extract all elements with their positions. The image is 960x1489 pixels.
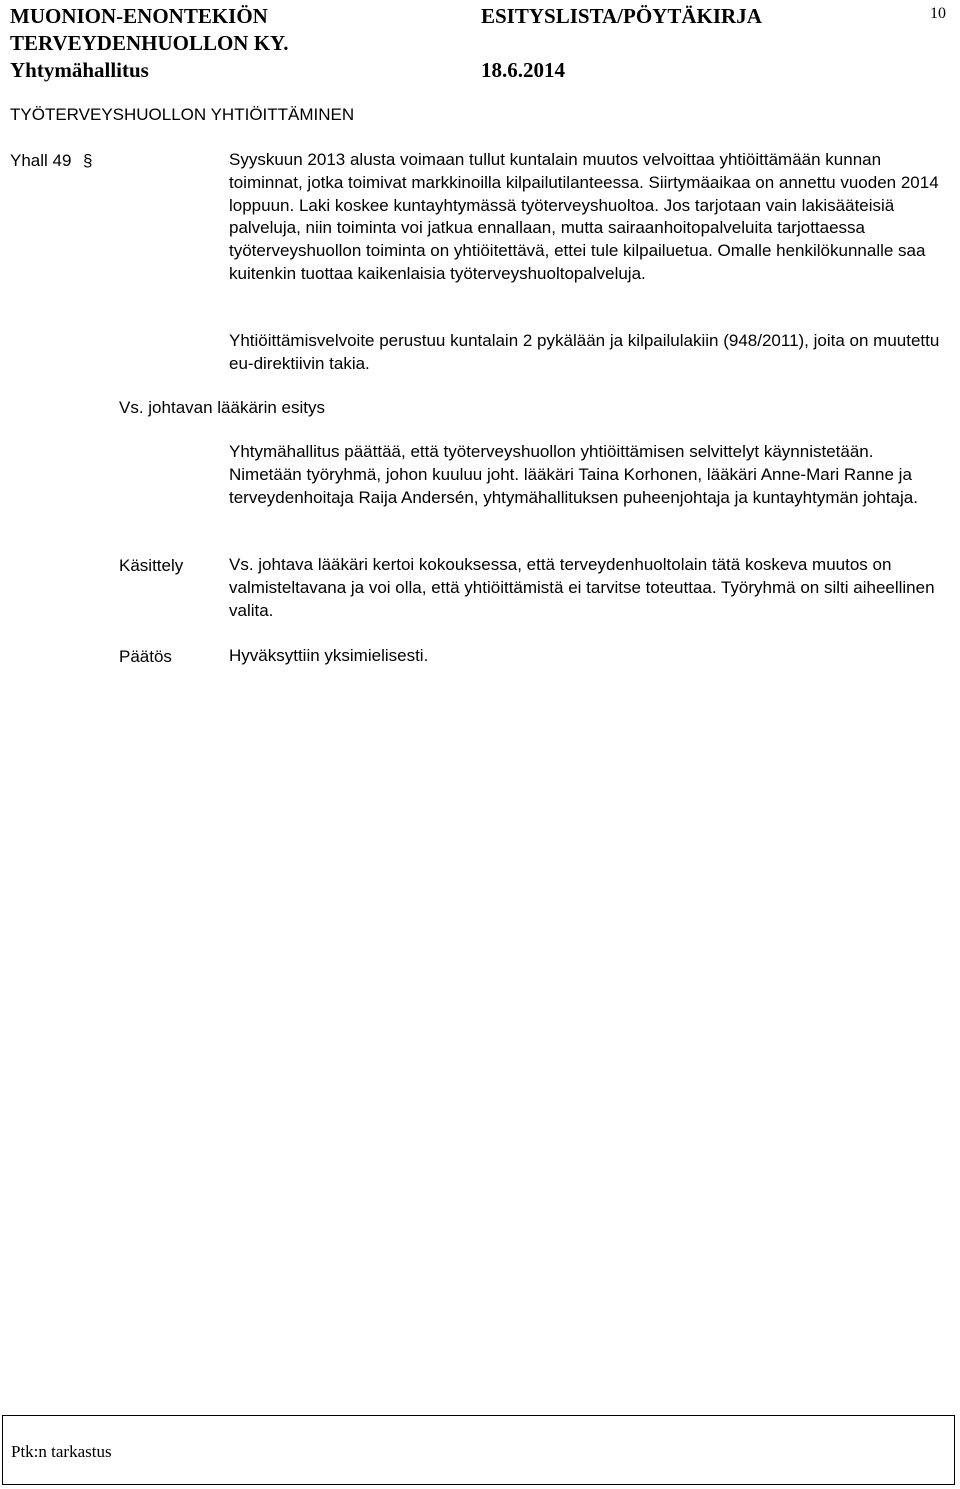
agenda-item-title: TYÖTERVEYSHUOLLON YHTIÖITTÄMINEN	[10, 105, 355, 124]
decision-label: Päätös	[119, 647, 172, 666]
processing-label: Käsittely	[119, 556, 184, 575]
legal-basis-paragraph: Yhtiöittämisvelvoite perustuu kuntalain 2 pykälään ja kilpailulakiin (948/2011), joita on muutettu eu-direktiivin takia.	[229, 331, 940, 373]
page-number: 10	[930, 5, 946, 22]
minutes-review-box	[2, 1415, 955, 1485]
meeting-date: 18.6.2014	[481, 58, 565, 82]
organization-name-line1: MUONION-ENONTEKIÖN	[10, 4, 268, 28]
background-paragraph: Syyskuun 2013 alusta voimaan tullut kuntalain muutos velvoittaa yhtiöittämään kunnan toiminnat, jotka toimivat markkinoilla kilpailutilanteessa. Siirtymäaikaa on annettu vuoden 2014 loppuun. Laki koskee kuntayhtymässä työterveyshuoltoa. Jos tarjotaan vain lakisääteisiä palveluja, niin toiminta voi jatkua ennallaan, mutta sairaanhoitopalveluita tarjottaessa työterveyshuollon toiminta on yhtiöitettävä, ettei tule kilpailuetua. Omalle henkilökunnalle saa kuitenkin tuottaa kaikenlaisia työterveyshuoltopalveluja.	[229, 150, 939, 283]
organization-name-line2: TERVEYDENHUOLLON KY.	[10, 31, 289, 55]
processing-paragraph: Vs. johtava lääkäri kertoi kokouksessa, että terveydenhuoltolain tätä koskeva muutos on valmisteltavana ja voi olla, että yhtiöittämistä ei tarvitse toteuttaa. Työryhmä on silti aiheellinen valita.	[229, 555, 935, 620]
decision-paragraph: Hyväksyttiin yksimielisesti.	[229, 646, 429, 665]
document-type: ESITYSLISTA/PÖYTÄKIRJA	[481, 4, 762, 28]
section-mark: §	[83, 151, 93, 170]
proposal-paragraph: Yhtymähallitus päättää, että työterveyshuollon yhtiöittämisen selvittelyt käynnistetään. Nimetään työryhmä, johon kuuluu joht. lääkäri Taina Korhonen, lääkäri Anne-Mari Ranne ja terveydenhoitaja Raija Andersén, yhtymähallituksen puheenjohtaja ja kuntayhtymän johtaja.	[229, 442, 918, 507]
governing-body: Yhtymähallitus	[10, 58, 149, 82]
minutes-review-label: Ptk:n tarkastus	[11, 1442, 112, 1461]
section-number: Yhall 49	[10, 151, 72, 170]
proposer-label: Vs. johtavan lääkärin esitys	[119, 398, 325, 417]
